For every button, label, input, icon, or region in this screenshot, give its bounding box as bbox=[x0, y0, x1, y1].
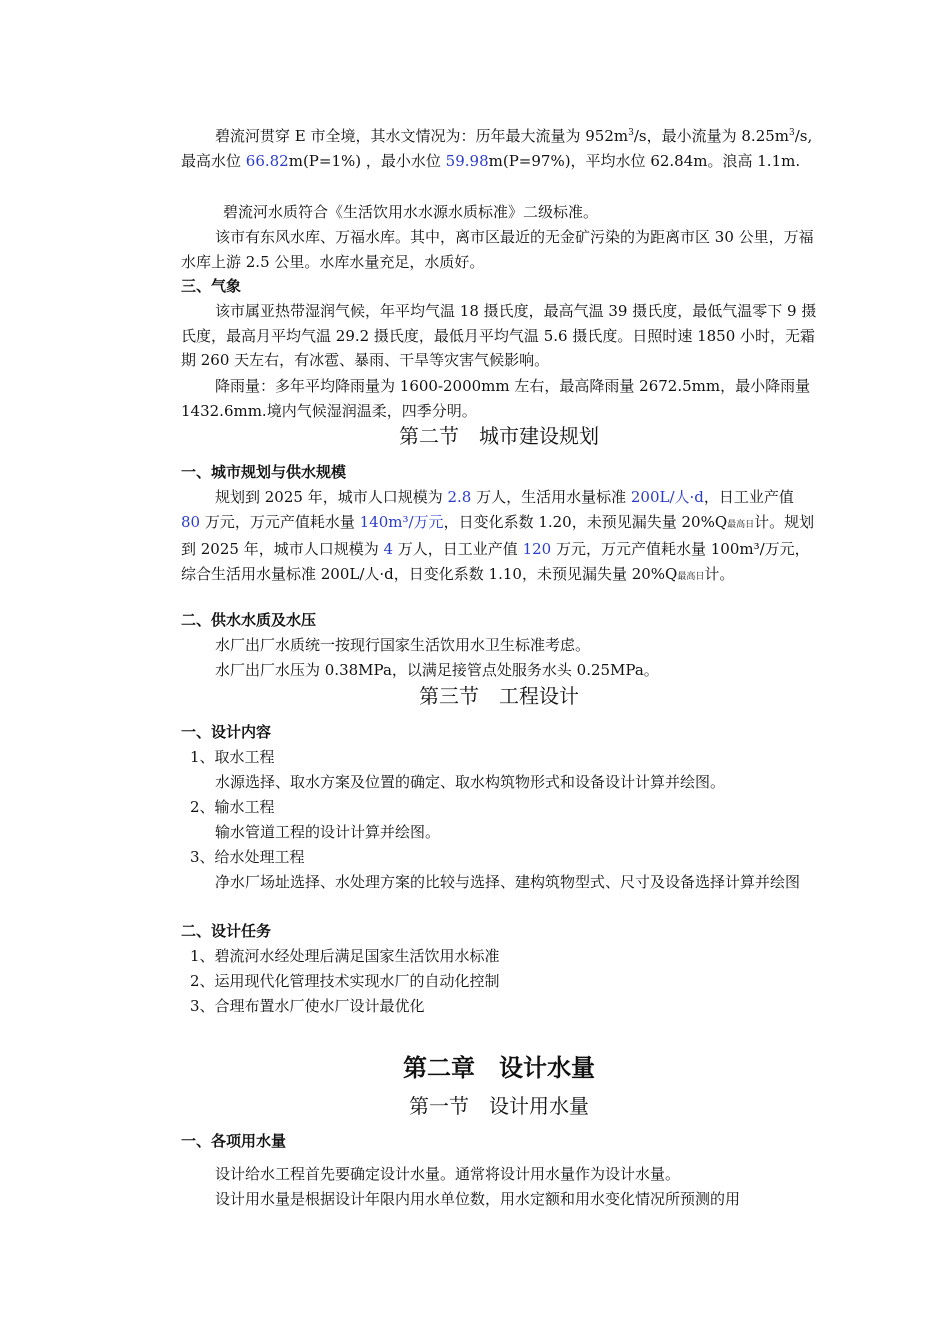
task-item: 3、合理布置水厂使水厂设计最优化 bbox=[190, 997, 425, 1015]
item-label: 3、给水处理工程 bbox=[190, 848, 305, 866]
climate-paragraph: 该市属亚热带湿润气候，年平均气温 18 摄氏度，最高气温 39 摄氏度，最低气温零下 9 摄氏度，最高月平均气温 29.2 摄氏度，最低月平均气温 5.6 摄氏度。日照时速 1850 小时，无霜期 260 天左右，有冰雹、暴雨、干旱等灾害气候影响。 bbox=[181, 302, 817, 370]
water-use-heading: 一、各项用水量 bbox=[181, 1132, 287, 1150]
planning-paragraph: 规划到 2025 年，城市人口规模为 2.8 万人，生活用水量标准 200L/人·d，日工业产值 80 万元，万元产值耗水量 140m³/万元，日变化系数 1.20，未预见漏失量 20%Q最高日计。规划到 2025 年，城市人口规模为 4 万人，日工业产值 120 万元，万元产值耗水量 100m³/万元，综合生活用水量标准 200L/人·d，日变化系数 1.10，未预见漏失量 20%Q最高日计。 bbox=[181, 488, 815, 583]
planning-heading: 一、城市规划与供水规模 bbox=[181, 463, 347, 481]
hydro-paragraph: 碧流河贯穿 E 市全境，其水文情况为：历年最大流量为 $952m^3/s$，最小流量为 $8.25m^3/s$,最高水位 66.82m(P=1%) ，最小水位 59.98m(P=97%)，平均水位 62.84m。浪高 1.1m. bbox=[181, 127, 813, 170]
item-desc: 输水管道工程的设计计算并绘图。 bbox=[215, 823, 441, 841]
design-task-heading: 二、设计任务 bbox=[181, 922, 272, 940]
item-desc: 净水厂场址选择、水处理方案的比较与选择、建构筑物型式、尺寸及设备选择计算并绘图 bbox=[215, 873, 801, 891]
task-item: 2、运用现代化管理技术实现水厂的自动化控制 bbox=[190, 972, 500, 990]
section2-title: 第二节 城市建设规划 bbox=[399, 424, 599, 448]
quality-paragraph: 水厂出厂水质统一按现行国家生活饮用水卫生标准考虑。 bbox=[215, 636, 591, 654]
item-label: 1、取水工程 bbox=[190, 748, 275, 766]
design-content-heading: 一、设计内容 bbox=[181, 723, 272, 741]
chapter2-section1-title: 第一节 设计用水量 bbox=[409, 1094, 589, 1118]
design-water-paragraph-2: 设计用水量是根据设计年限内用水单位数，用水定额和用水变化情况所预测的用 bbox=[215, 1190, 741, 1208]
item-desc: 水源选择、取水方案及位置的确定、取水构筑物形式和设备设计计算并绘图。 bbox=[215, 773, 726, 791]
water-quality-paragraph: 碧流河水质符合《生活饮用水水源水质标准》二级标准。 bbox=[223, 203, 599, 221]
quality-pressure-heading: 二、供水水质及水压 bbox=[181, 611, 317, 629]
section3-title: 第三节 工程设计 bbox=[419, 684, 579, 708]
pressure-paragraph: 水厂出厂水压为 0.38MPa，以满足接管点处服务水头 0.25MPa。 bbox=[215, 661, 659, 679]
design-water-paragraph: 设计给水工程首先要确定设计水量。通常将设计用水量作为设计水量。 bbox=[215, 1165, 681, 1183]
climate-heading: 三、气象 bbox=[181, 277, 242, 295]
task-item: 1、碧流河水经处理后满足国家生活饮用水标准 bbox=[190, 947, 500, 965]
rainfall-paragraph: 降雨量：多年平均降雨量为 1600-2000mm 左右，最高降雨量 2672.5mm，最小降雨量 1432.6mm.境内气候湿润温柔，四季分明。 bbox=[181, 377, 811, 420]
chapter2-title: 第二章 设计水量 bbox=[403, 1054, 595, 1082]
reservoir-paragraph: 该市有东风水库、万福水库。其中，离市区最近的无金矿污染的为距离市区 30 公里，万福水库上游 2.5 公里。水库水量充足，水质好。 bbox=[181, 228, 814, 271]
item-label: 2、输水工程 bbox=[190, 798, 275, 816]
